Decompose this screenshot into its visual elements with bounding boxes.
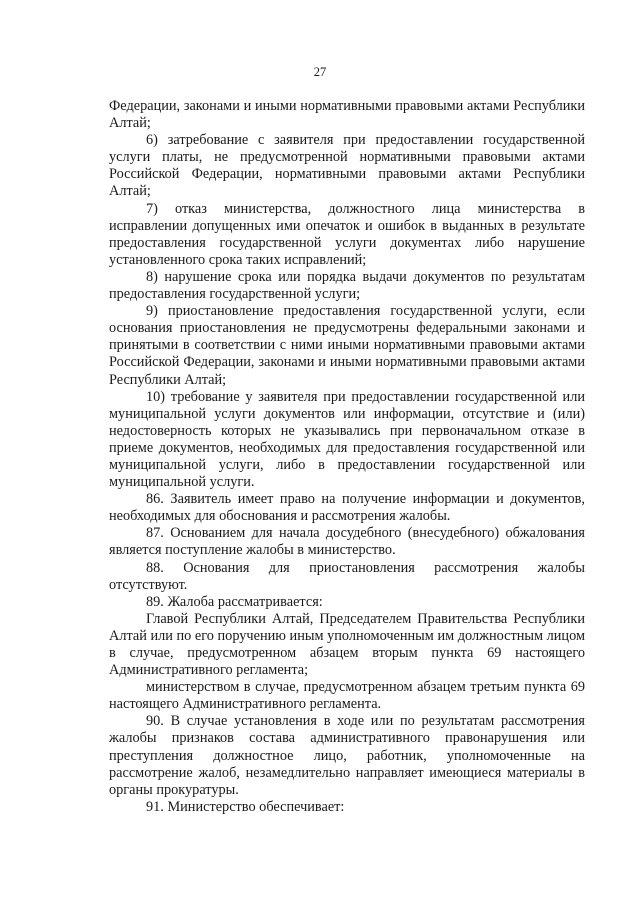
paragraph-clause-89: 89. Жалоба рассматривается: [146,593,323,610]
document-body [109,98,585,816]
page-number: 27 [313,65,327,79]
paragraph-item-10: 10) требование у заявителя при предоставлении государственной или муниципальной услуги документов или информации, отсутствие и (или) недостоверность которых не указывались при первоначальном отказе в приеме документов, необходимых для предоставления государственной или муниципальной услуги, либо в предоставлении государственной или муниципальной услуги. [109,388,585,491]
paragraph-item-9: 9) приостановление предоставления государственной услуги, если основания приостановления не предусмотрены федеральными законами и принятыми в соответствии с ними иными нормативными правовыми актами Российской Федерации, законами и иными нормативными правовыми актами Республики Алтай; [109,303,585,388]
paragraph-continuation: Федерации, законами и иными нормативными правовыми актами Республики Алтай; [109,98,585,132]
paragraph-clause-90: 90. В случае установления в ходе или по результатам рассмотрения жалобы признаков состава административного правонарушения или преступления должностное лицо, работник, уполномоченные на рассмотрение жалоб, незамедлительно направляет имеющиеся материалы в органы прокуратуры. [109,713,585,798]
paragraph-clause-89-ministry: министерством в случае, предусмотренном абзацем третьим пункта 69 настоящего Административного регламента. [109,679,585,713]
paragraph-clause-86: 86. Заявитель имеет право на получение информации и документов, необходимых для обоснования и рассмотрения жалобы. [109,491,585,525]
paragraph-clause-87: 87. Основанием для начала досудебного (внесудебного) обжалования является поступление жалобы в министерство. [109,525,585,559]
paragraph-item-8: 8) нарушение срока или порядка выдачи документов по результатам предоставления государственной услуги; [109,268,585,303]
paragraph-item-6: 6) затребование с заявителя при предоставлении государственной услуги платы, не предусмотренной нормативными правовыми актами Российской Федерации, нормативными правовыми актами Республики Алтай; [109,132,585,200]
paragraph-clause-88: 88. Основания для приостановления рассмотрения жалобы отсутствуют. [109,559,585,593]
paragraph-item-7: 7) отказ министерства, должностного лица министерства в исправлении допущенных ими опечаток и ошибок в выданных в результате предоставления государственной услуги документах либо нарушение установленного срока таких исправлений; [109,200,585,268]
paragraph-clause-91: 91. Министерство обеспечивает: [146,798,345,815]
paragraph-clause-89-head: Главой Республики Алтай, Председателем Правительства Республики Алтай или по его поручению иным уполномоченным им должностным лицом в случае, предусмотренном абзацем вторым пункта 69 настоящего Административного регламента; [109,610,585,679]
